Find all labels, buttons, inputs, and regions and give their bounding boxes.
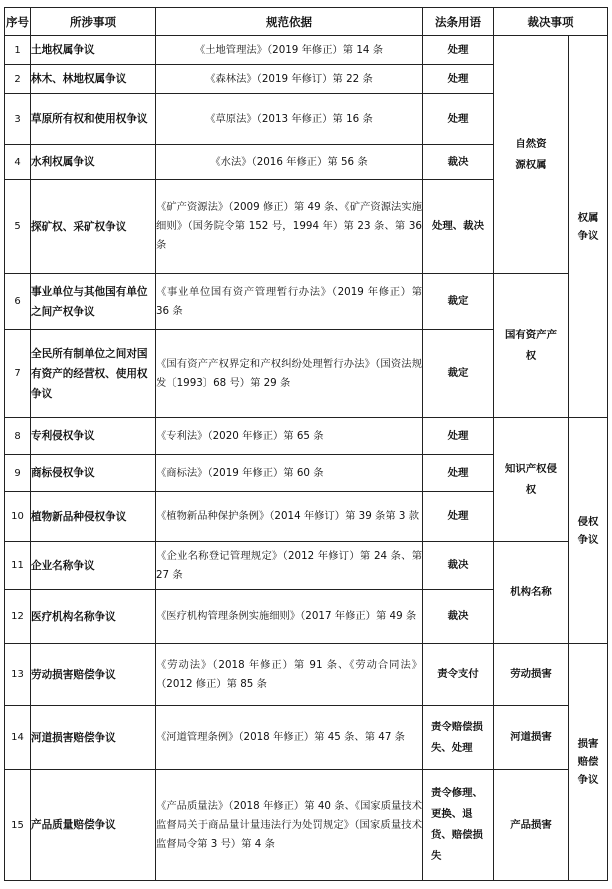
category-natural-resource-ownership xyxy=(494,36,569,274)
table-row xyxy=(5,706,608,770)
row-no: 2 xyxy=(5,65,31,94)
row-term: 处理 xyxy=(423,455,494,492)
row-term: 责令支付 xyxy=(423,644,494,706)
row-matter: 植物新品种侵权争议 xyxy=(31,492,156,542)
table-row xyxy=(5,644,608,706)
category-label: 国有资产产权 xyxy=(505,328,557,362)
category-label: 机构名称 xyxy=(510,586,552,598)
row-term: 裁定 xyxy=(423,274,494,330)
row-basis: 《产品质量法》（2018 年修正）第 40 条、《国家质量技术监督局关于商品量计量违法行为处罚规定》（国家质量技术监督局令第 3 号）第 4 条 xyxy=(156,770,423,881)
row-no: 5 xyxy=(5,180,31,274)
category-label: 自然资源权属 xyxy=(515,137,547,171)
row-basis: 《企业名称登记管理规定》（2012 年修订）第 24 条、第 27 条 xyxy=(156,542,423,590)
row-basis: 《植物新品种保护条例》（2014 年修订）第 39 条第 3 款 xyxy=(156,492,423,542)
category-river-damage: 河道损害 xyxy=(494,706,569,770)
row-term: 裁决 xyxy=(423,145,494,180)
header-matter: 所涉事项 xyxy=(31,8,156,36)
row-term: 处理、裁决 xyxy=(423,180,494,274)
row-matter: 水利权属争议 xyxy=(31,145,156,180)
row-basis: 《河道管理条例》（2018 年修正）第 45 条、第 47 条 xyxy=(156,706,423,770)
row-term: 责令赔偿损失、处理 xyxy=(423,706,494,770)
row-no: 7 xyxy=(5,330,31,418)
row-basis: 《事业单位国有资产管理暂行办法》（2019 年修正）第 36 条 xyxy=(156,274,423,330)
row-matter: 劳动损害赔偿争议 xyxy=(31,644,156,706)
table-row xyxy=(5,418,608,455)
category-org-name xyxy=(494,542,569,644)
row-matter: 产品质量赔偿争议 xyxy=(31,770,156,881)
header-ruling: 裁决事项 xyxy=(494,8,608,36)
row-no: 4 xyxy=(5,145,31,180)
category-product-damage: 产品损害 xyxy=(494,770,569,881)
row-matter: 企业名称争议 xyxy=(31,542,156,590)
header-basis: 规范依据 xyxy=(156,8,423,36)
row-basis: 《劳动法》（2018 年修正）第 91 条、《劳动合同法》（2012 修正）第 85 条 xyxy=(156,644,423,706)
row-matter: 商标侵权争议 xyxy=(31,455,156,492)
table-row xyxy=(5,36,608,65)
row-term: 处理 xyxy=(423,492,494,542)
row-basis: 《专利法》（2020 年修正）第 65 条 xyxy=(156,418,423,455)
row-basis: 《森林法》（2019 年修订）第 22 条 xyxy=(156,65,423,94)
row-matter: 专利侵权争议 xyxy=(31,418,156,455)
row-term: 责令修理、更换、退货、赔偿损失 xyxy=(423,770,494,881)
group-label: 权属争议 xyxy=(577,211,599,242)
row-term: 裁决 xyxy=(423,542,494,590)
row-no: 15 xyxy=(5,770,31,881)
row-basis: 《土地管理法》（2019 年修正）第 14 条 xyxy=(156,36,423,65)
group-damage-compensation-dispute xyxy=(569,644,608,881)
row-matter: 土地权属争议 xyxy=(31,36,156,65)
row-basis: 《国有资产产权界定和产权纠纷处理暂行办法》（国资法规发〔1993〕68 号）第 29 条 xyxy=(156,330,423,418)
row-no: 8 xyxy=(5,418,31,455)
row-term: 处理 xyxy=(423,65,494,94)
row-basis: 《矿产资源法》（2009 修正）第 49 条、《矿产资源法实施细则》（国务院令第 152 号，1994 年）第 23 条、第 36 条 xyxy=(156,180,423,274)
row-term: 裁决 xyxy=(423,590,494,644)
table-row xyxy=(5,770,608,881)
row-no: 9 xyxy=(5,455,31,492)
table-header-row xyxy=(5,8,608,36)
row-no: 10 xyxy=(5,492,31,542)
category-state-assets-ownership xyxy=(494,274,569,418)
row-matter: 全民所有制单位之间对国有资产的经营权、使用权争议 xyxy=(31,330,156,418)
row-no: 12 xyxy=(5,590,31,644)
row-matter: 河道损害赔偿争议 xyxy=(31,706,156,770)
dispute-ruling-table xyxy=(4,7,608,881)
row-matter: 林木、林地权属争议 xyxy=(31,65,156,94)
row-no: 11 xyxy=(5,542,31,590)
row-basis: 《水法》（2016 年修正）第 56 条 xyxy=(156,145,423,180)
row-no: 14 xyxy=(5,706,31,770)
row-matter: 事业单位与其他国有单位之间产权争议 xyxy=(31,274,156,330)
table-row xyxy=(5,542,608,590)
group-label: 侵权争议 xyxy=(577,515,599,546)
row-no: 1 xyxy=(5,36,31,65)
row-matter: 医疗机构名称争议 xyxy=(31,590,156,644)
row-basis: 《医疗机构管理条例实施细则》（2017 年修正）第 49 条 xyxy=(156,590,423,644)
row-no: 13 xyxy=(5,644,31,706)
header-no: 序号 xyxy=(5,8,31,36)
row-term: 处理 xyxy=(423,94,494,145)
row-basis: 《草原法》（2013 年修正）第 16 条 xyxy=(156,94,423,145)
table-row xyxy=(5,274,608,330)
category-label: 知识产权侵权 xyxy=(505,462,557,496)
row-matter: 探矿权、采矿权争议 xyxy=(31,180,156,274)
header-term: 法条用语 xyxy=(423,8,494,36)
category-labor-damage: 劳动损害 xyxy=(494,644,569,706)
row-term: 裁定 xyxy=(423,330,494,418)
row-term: 处理 xyxy=(423,36,494,65)
group-infringement-dispute xyxy=(569,418,608,644)
category-ip-rights xyxy=(494,418,569,542)
row-term: 处理 xyxy=(423,418,494,455)
row-basis: 《商标法》（2019 年修正）第 60 条 xyxy=(156,455,423,492)
row-no: 6 xyxy=(5,274,31,330)
row-matter: 草原所有权和使用权争议 xyxy=(31,94,156,145)
row-no: 3 xyxy=(5,94,31,145)
group-label: 损害赔偿争议 xyxy=(577,738,599,786)
group-ownership-dispute xyxy=(569,36,608,418)
